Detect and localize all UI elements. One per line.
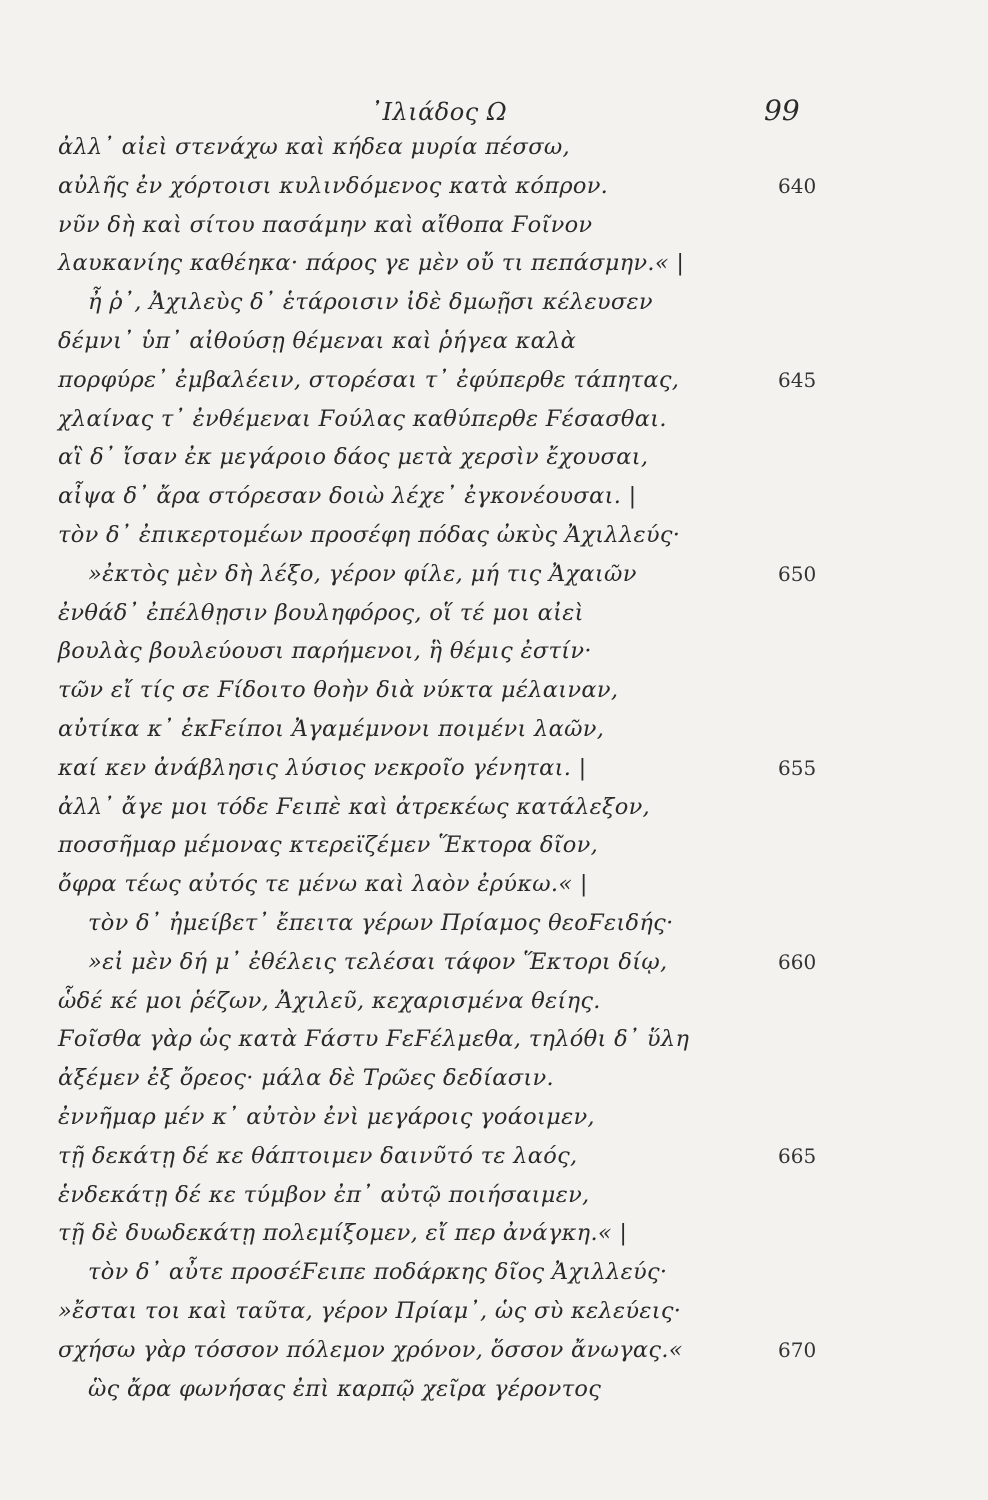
verse-line (0, 632, 988, 671)
verse-line (0, 826, 988, 865)
line-number: 640 (778, 173, 817, 198)
verse-text: τὸν δ᾽ αὖτε προσέϜειπε ποδάρκης δῖος Ἀχιλλεύς· (88, 1259, 668, 1286)
verse-text: τῇ δὲ δυωδεκάτῃ πολεμίξομεν, εἴ περ ἀνάγκη.« | (58, 1220, 628, 1247)
verse-text: πορφύρε᾽ ἐμβαλέειν, στορέσαι τ᾽ ἐφύπερθε τάπητας, (58, 366, 680, 393)
verse-text: ἀλλ᾽ ἄγε μοι τόδε Ϝειπὲ καὶ ἀτρεκέως κατάλεξον, (58, 793, 651, 820)
verse-text: τῇ δεκάτῃ δέ κε θάπτοιμεν δαινῦτό τε λαός, (58, 1142, 578, 1169)
verse-line (0, 438, 988, 477)
verse-text: ἑνδεκάτῃ δέ κε τύμβον ἐπ᾽ αὐτῷ ποιήσαιμεν, (58, 1181, 590, 1208)
verse-line (0, 1253, 988, 1292)
verse-line (0, 1020, 988, 1059)
verse-line (0, 904, 988, 943)
verse-text: τῶν εἴ τίς σε Ϝίδοιτο θοὴν διὰ νύκτα μέλαιναν, (58, 677, 619, 704)
verse-text: ἀλλ᾽ αἰεὶ στενάχω καὶ κήδεα μυρία πέσσω, (58, 134, 570, 160)
line-number: 670 (778, 1337, 817, 1362)
verse-text: ὄφρα τέως αὐτός τε μένω καὶ λαὸν ἐρύκω.« | (58, 871, 588, 898)
verse-line (0, 555, 988, 594)
verse-text: ἀξέμεν ἐξ ὄρεος· μάλα δὲ Τρῶες δεδίασιν. (58, 1065, 554, 1092)
verse-text: τὸν δ᾽ ἐπικερτομέων προσέφη πόδας ὠκὺς Ἀχιλλεύς· (58, 521, 681, 548)
verse-text: Ϝοῖσθα γὰρ ὡς κατὰ Ϝάστυ ϜεϜέλμεθα, τηλόθι δ᾽ ὕλη (58, 1026, 690, 1053)
verse-line (0, 1292, 988, 1331)
verse-text: σχήσω γὰρ τόσσον πόλεμον χρόνον, ὅσσον ἄνωγας.« (58, 1336, 683, 1363)
verse-text: ὣς ἄρα φωνήσας ἐπὶ καρπῷ χεῖρα γέροντος (88, 1375, 602, 1402)
verse-line (0, 1098, 988, 1137)
verse-line (0, 1214, 988, 1253)
verse-line (0, 477, 988, 516)
verse-line (0, 594, 988, 633)
verse-line (0, 788, 988, 827)
page-number: 99 (764, 94, 800, 127)
verse-line (0, 283, 988, 322)
verse-text: νῦν δὴ καὶ σίτου πασάμην καὶ αἴθοπα Ϝοῖνον (58, 211, 593, 238)
verse-text: χλαίνας τ᾽ ἐνθέμεναι Ϝούλας καθύπερθε Ϝέσασθαι. (58, 405, 667, 432)
verse-line (0, 167, 988, 206)
line-number: 645 (778, 367, 817, 392)
verse-line (0, 361, 988, 400)
verse-line (0, 1059, 988, 1098)
running-title: ᾽Ιλιάδος Ω (370, 98, 508, 126)
verse-line (0, 1370, 988, 1409)
verse-line (0, 244, 988, 283)
verse-text: αὐτίκα κ᾽ ἐκϜείποι Ἀγαμέμνονι ποιμένι λαῶν, (58, 715, 605, 742)
verse-text: αἶψα δ᾽ ἄρα στόρεσαν δοιὼ λέχε᾽ ἐγκονέουσαι. | (58, 483, 637, 510)
verse-line (0, 516, 988, 555)
verse-line (0, 1137, 988, 1176)
verse-text: ἐννῆμαρ μέν κ᾽ αὐτὸν ἐνὶ μεγάροις γοάοιμεν, (58, 1103, 595, 1130)
verse-line (0, 865, 988, 904)
verse-line (0, 943, 988, 982)
verse-text: »ἔσται τοι καὶ ταῦτα, γέρον Πρίαμ᾽, ὡς σὺ κελεύεις· (58, 1297, 682, 1324)
verse-line (0, 749, 988, 788)
verse-line (0, 206, 988, 245)
line-number: 655 (778, 755, 817, 780)
verse-text: ἐνθάδ᾽ ἐπέλθῃσιν βουληφόρος, οἵ τέ μοι αἰεὶ (58, 599, 584, 626)
line-number: 665 (778, 1143, 817, 1168)
verse-text: βουλὰς βουλεύουσι παρήμενοι, ἣ θέμις ἐστίν· (58, 638, 592, 665)
verse-text: »εἰ μὲν δή μ᾽ ἐθέλεις τελέσαι τάφον Ἕκτορι δίῳ, (88, 948, 668, 975)
verse-line (0, 128, 988, 167)
verse-text: αἳ δ᾽ ἴσαν ἐκ μεγάροιο δάος μετὰ χερσὶν ἔχουσαι, (58, 444, 649, 471)
verse-text: δέμνι᾽ ὑπ᾽ αἰθούσῃ θέμεναι καὶ ῥήγεα καλὰ (58, 327, 577, 354)
verse-block (0, 128, 988, 1408)
verse-text: καί κεν ἀνάβλησις λύσιος νεκροῖο γένηται. | (58, 754, 587, 781)
verse-text: τὸν δ᾽ ἠμείβετ᾽ ἔπειτα γέρων Πρίαμος θεοϜειδής· (88, 909, 674, 936)
verse-line (0, 1176, 988, 1215)
verse-line (0, 400, 988, 439)
verse-text: λαυκανίης καθέηκα· πάρος γε μὲν οὔ τι πεπάσμην.« | (58, 250, 685, 277)
verse-line (0, 982, 988, 1021)
verse-text: ποσσῆμαρ μέμονας κτερεϊζέμεν Ἕκτορα δῖον, (58, 832, 599, 859)
verse-text: »ἐκτὸς μὲν δὴ λέξο, γέρον φίλε, μή τις Ἀχαιῶν (88, 560, 637, 587)
verse-line (0, 1331, 988, 1370)
line-number: 650 (778, 561, 817, 586)
line-number: 660 (778, 949, 817, 974)
verse-line (0, 671, 988, 710)
verse-text: ὧδέ κέ μοι ῥέζων, Ἀχιλεῦ, κεχαρισμένα θείης. (58, 987, 601, 1014)
verse-line (0, 710, 988, 749)
verse-text: αὐλῆς ἐν χόρτοισι κυλινδόμενος κατὰ κόπρον. (58, 172, 609, 199)
verse-line (0, 322, 988, 361)
verse-text: ἦ ῥ᾽, Ἀχιλεὺς δ᾽ ἑτάροισιν ἰδὲ δμωῇσι κέλευσεν (88, 289, 653, 316)
